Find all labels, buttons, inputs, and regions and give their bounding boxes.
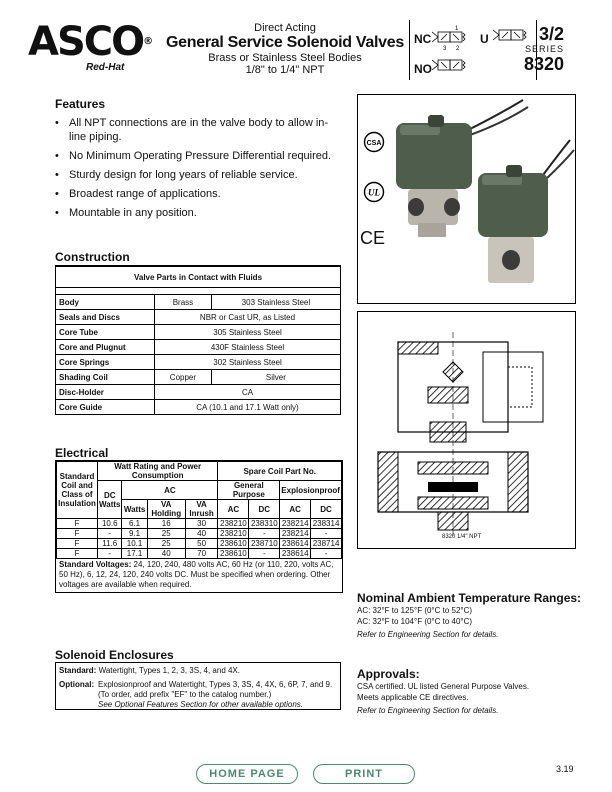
ambient-note: Refer to Engineering Section for details. — [357, 630, 499, 639]
table-row — [57, 529, 342, 539]
cell: 238714 — [311, 539, 342, 549]
title-line-1: Direct Acting — [254, 22, 316, 34]
cell: 238710 — [249, 539, 280, 549]
table-row — [57, 519, 342, 529]
row-label: Shading Coil — [56, 370, 155, 385]
ambient-heading: Nominal Ambient Temperature Ranges: — [357, 591, 582, 605]
cell: 11.6 — [98, 539, 122, 549]
table-row — [56, 385, 341, 400]
port-3-label: 3 — [443, 46, 447, 52]
cell: 9.1 — [122, 529, 147, 539]
row-label: Core and Plugnut — [56, 340, 155, 355]
cell-brass: Brass — [155, 295, 212, 310]
enclosures-heading: Solenoid Enclosures — [55, 648, 174, 662]
cell: 10.1 — [122, 539, 147, 549]
cell: - — [249, 529, 280, 539]
h-ac-ep: AC — [280, 500, 311, 519]
sub-brand: Red-Hat — [86, 62, 125, 73]
standard-voltages-note — [56, 559, 342, 592]
valve-cross-section-diagram — [358, 312, 575, 548]
cell: F — [57, 539, 98, 549]
no-label: NO — [414, 62, 432, 76]
construction-table — [55, 266, 341, 415]
cell-value: 302 Stainless Steel — [155, 355, 341, 370]
optional-text-3: See Optional Features Section for other available options. — [98, 700, 304, 709]
optional-text-2: (To order, add prefix "EF" to the catalog number.) — [98, 690, 272, 699]
h-explosion: Explosionproof — [280, 481, 342, 500]
brand-name: ASCO — [28, 19, 144, 65]
series-block — [524, 24, 564, 74]
cell: 238610 — [218, 539, 249, 549]
ce-mark-icon: CE — [360, 228, 386, 248]
print-button[interactable]: PRINT — [313, 764, 415, 784]
optional-text-1: Explosionproof and Watertight, Types 3, 3S, 4, 4X, 6, 6P, 7, and 9. — [98, 680, 333, 689]
h-standard: Standard — [59, 472, 95, 481]
feature-item: • No Minimum Operating Pressure Differential required. — [55, 149, 345, 163]
h-general: General Purpose — [218, 481, 280, 500]
table-row — [56, 340, 341, 355]
cell: 70 — [185, 549, 218, 559]
cell-value: CA — [155, 385, 341, 400]
product-photo-frame — [357, 94, 576, 304]
cell: 238310 — [249, 519, 280, 529]
series-number: 8320 — [523, 54, 564, 74]
page-number: 3.19 — [556, 764, 574, 774]
electrical-table-box — [55, 460, 343, 593]
cell: F — [57, 529, 98, 539]
table-spacer — [56, 288, 341, 295]
port-1-label: 1 — [455, 26, 459, 32]
table-row — [56, 310, 341, 325]
cell: 30 — [185, 519, 218, 529]
approvals-heading: Approvals: — [357, 667, 420, 681]
cell: 238614 — [280, 549, 311, 559]
cell-value: NBR or Cast UR, as Listed — [155, 310, 341, 325]
cell: 16 — [147, 519, 185, 529]
h-class-of: Class of — [61, 490, 93, 499]
feature-item: • Mountable in any position. — [55, 206, 345, 220]
cell: 238210 — [218, 519, 249, 529]
table-row — [56, 400, 341, 415]
ul-listing-icon — [363, 180, 385, 204]
feature-item: • Sturdy design for long years of reliable service. — [55, 168, 345, 182]
row-label: Disc-Holder — [56, 385, 155, 400]
header-title-block — [160, 22, 410, 77]
voltages-text: 24, 120, 240, 480 volts AC, 60 Hz (or 110, 220, volts AC, 50 Hz), 6, 12, 24, 120, 240 volts DC. Must be specified when ordering. Other voltages are available when required. — [59, 560, 334, 589]
h-insulation: Insulation — [58, 499, 96, 508]
nc-valve-symbol-icon — [432, 22, 474, 52]
table-row — [56, 325, 341, 340]
approvals-line-1: CSA certified. UL listed General Purpose Valves. — [357, 682, 530, 691]
feature-item: • Broadest range of applications. — [55, 187, 345, 201]
cell-value: 430F Stainless Steel — [155, 340, 341, 355]
h-standard-cell — [57, 462, 98, 519]
ambient-line-1: AC: 32°F to 125°F (0°C to 52°C) — [357, 606, 473, 615]
h-dc-watts: DC Watts — [98, 481, 122, 519]
cell: 17.1 — [122, 549, 147, 559]
series-label: SERIES — [524, 44, 564, 54]
cell-stainless: 303 Stainless Steel — [211, 295, 340, 310]
nc-label: NC — [414, 32, 432, 46]
h-va-inrush: VA Inrush — [185, 500, 218, 519]
cell: 25 — [147, 539, 185, 549]
optional-label: Optional: — [59, 680, 95, 689]
cell: 238314 — [311, 519, 342, 529]
cell-brass: Copper — [155, 370, 212, 385]
table-row — [57, 539, 342, 549]
row-label: Seals and Discs — [56, 310, 155, 325]
cell-value: 305 Stainless Steel — [155, 325, 341, 340]
cell: 40 — [147, 549, 185, 559]
home-page-button[interactable]: HOME PAGE — [196, 764, 298, 784]
page-title: General Service Solenoid Valves — [166, 34, 404, 51]
electrical-heading: Electrical — [55, 446, 109, 460]
features-heading: Features — [55, 97, 106, 111]
row-label: Body — [56, 295, 155, 310]
h-coil-and: Coil and — [61, 481, 93, 490]
h-ac-gp: AC — [218, 500, 249, 519]
table-row — [56, 355, 341, 370]
enclosures-box — [55, 662, 341, 710]
cell: 238214 — [280, 529, 311, 539]
h-dc-gp: DC — [249, 500, 280, 519]
construction-heading: Construction — [55, 250, 130, 264]
construction-table-title: Valve Parts in Contact with Fluids — [56, 267, 341, 288]
solenoid-valve-photo — [358, 95, 575, 303]
cell: 238214 — [280, 519, 311, 529]
h-dc-ep: DC — [311, 500, 342, 519]
voltages-label: Standard Voltages: — [59, 560, 132, 569]
enclosures-standard — [59, 666, 240, 676]
h-va-holding: VA Holding — [147, 500, 185, 519]
header-divider — [409, 20, 410, 80]
ambient-line-2: AC: 32°F to 104°F (0°C to 40°C) — [357, 617, 473, 626]
standard-label: Standard: — [59, 666, 97, 675]
cell: 238610 — [218, 549, 249, 559]
csa-certification-icon — [363, 130, 385, 154]
cell: 25 — [147, 529, 185, 539]
cell: 50 — [185, 539, 218, 549]
h-ac: AC — [122, 481, 218, 500]
cell-value: CA (10.1 and 17.1 Watt only) — [155, 400, 341, 415]
row-label: Core Tube — [56, 325, 155, 340]
diagram-caption: 8320 1/4" NPT — [442, 534, 482, 540]
cell: - — [98, 549, 122, 559]
cell: - — [98, 529, 122, 539]
cell: 6.1 — [122, 519, 147, 529]
cell: 10.6 — [98, 519, 122, 529]
table-row — [57, 549, 342, 559]
u-label: U — [480, 32, 489, 46]
registered-mark-icon: ® — [143, 36, 152, 47]
title-line-3: Brass or Stainless Steel Bodies — [208, 52, 362, 64]
table-row — [56, 295, 341, 310]
h-watts: Watts — [122, 500, 147, 519]
cell: 40 — [185, 529, 218, 539]
approvals-line-2: Meets applicable CE directives. — [357, 693, 469, 702]
cell: F — [57, 549, 98, 559]
cell: 238210 — [218, 529, 249, 539]
table-row — [56, 370, 341, 385]
standard-text: Watertight, Types 1, 2, 3, 3S, 4, and 4X. — [98, 666, 240, 675]
no-valve-symbol-icon — [432, 56, 474, 78]
cell: 238614 — [280, 539, 311, 549]
cell-stainless: Silver — [211, 370, 340, 385]
cell: - — [311, 529, 342, 539]
row-label: Core Guide — [56, 400, 155, 415]
cell: F — [57, 519, 98, 529]
cell: - — [249, 549, 280, 559]
h-watt-rating: Watt Rating and Power Consumption — [98, 462, 218, 481]
feature-item: • All NPT connections are in the valve body to allow in-line piping. — [55, 116, 345, 144]
asco-logo — [28, 19, 163, 73]
features-list — [55, 116, 345, 225]
enclosures-optional — [98, 680, 338, 710]
cross-section-frame — [357, 311, 576, 549]
csa-label: CSA — [366, 140, 382, 147]
cell: - — [311, 549, 342, 559]
way-label: 3/2 — [538, 24, 564, 44]
row-label: Core Springs — [56, 355, 155, 370]
ul-label: UL — [368, 187, 380, 198]
title-line-4: 1/8" to 1/4" NPT — [245, 64, 325, 76]
h-spare: Spare Coil Part No. — [218, 462, 342, 481]
port-2-label: 2 — [456, 46, 460, 52]
approvals-note: Refer to Engineering Section for details. — [357, 706, 499, 715]
